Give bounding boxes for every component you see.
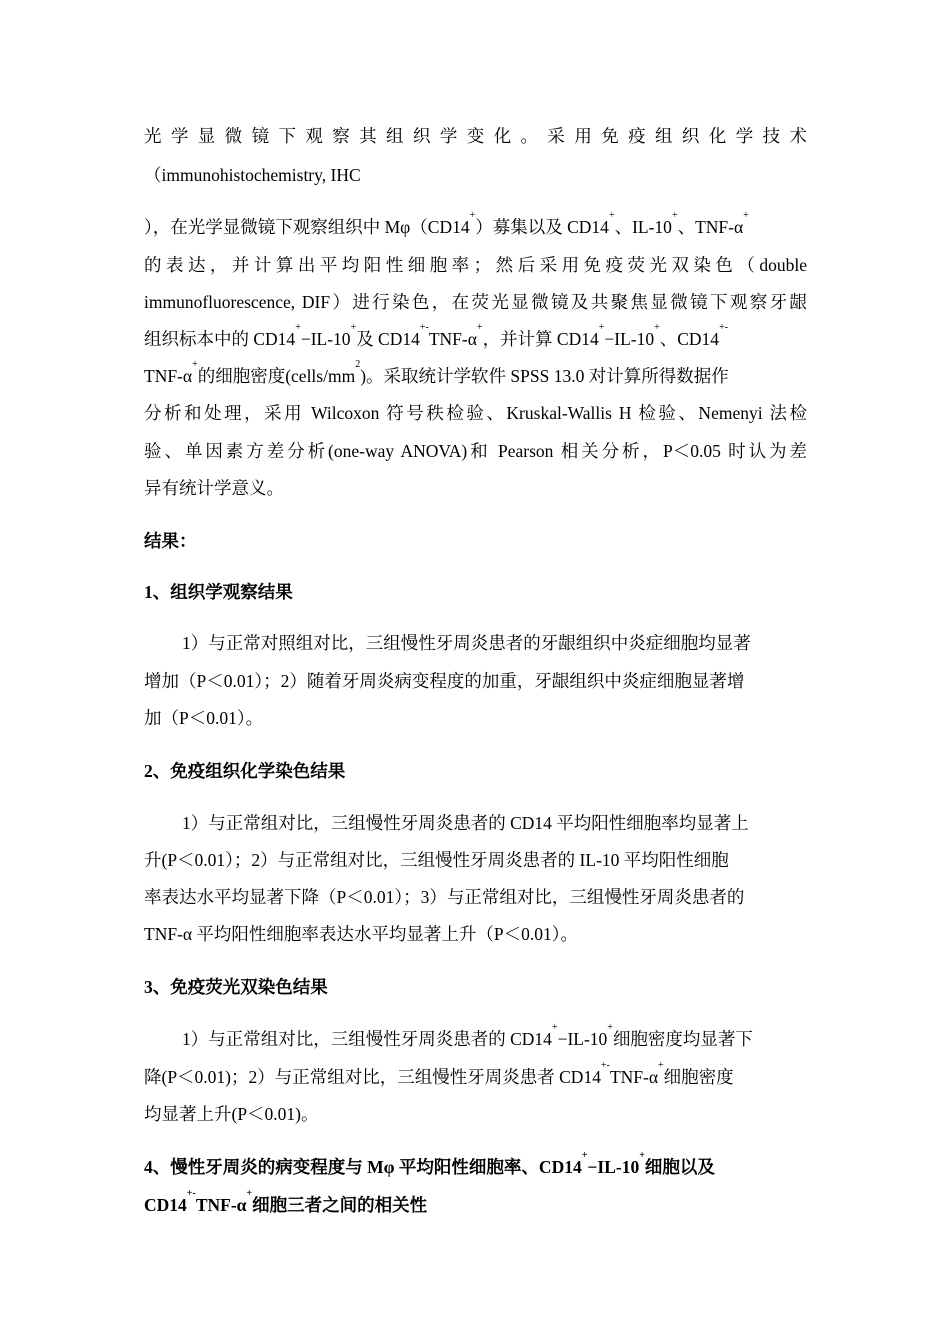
section-3-line-2: 降(P＜0.01)；2）与正常组对比，三组慢性牙周炎患者 CD14+-TNF-α+细胞密度 [144,1060,734,1087]
section-2-heading: 2、免疫组织化学染色结果 [144,761,346,781]
section-1-line-2: 增加（P＜0.01）；2）随着牙周炎病变程度的加重，牙龈组织中炎症细胞显著增 [144,671,745,691]
section-3-line-1: 1）与正常组对比，三组慢性牙周炎患者的 CD14+−IL-10+细胞密度均显著下 [182,1022,753,1049]
methods-line-4: 的表达，并计算出平均阳性细胞率；然后采用免疫荧光双染色（double [144,255,807,275]
section-3-heading: 3、免疫荧光双染色结果 [144,977,328,997]
section-4-heading-line-1: 4、慢性牙周炎的病变程度与 Mφ 平均阳性细胞率、CD14+−IL-10+细胞以及 [144,1150,715,1177]
section-1-heading: 1、组织学观察结果 [144,582,293,602]
methods-line-9: 验、单因素方差分析(one-way ANOVA)和 Pearson 相关分析，P＜0.05 时认为差 [144,441,807,461]
section-4-heading-line-2: CD14+-TNF-α+细胞三者之间的相关性 [144,1188,428,1215]
section-2-line-3: 率表达水平均显著下降（P＜0.01）；3）与正常组对比，三组慢性牙周炎患者的 [144,887,745,907]
methods-line-3: ），在光学显微镜下观察组织中 Mφ（CD14+）募集以及 CD14+、IL-10+、TNF-α+ [144,210,749,237]
methods-line-6: 组织标本中的 CD14+−IL-10+及 CD14+-TNF-α+，并计算 CD14+−IL-10+、CD14+- [144,322,729,349]
section-1-line-3: 加（P＜0.01）。 [144,708,264,728]
section-3-line-3: 均显著上升(P＜0.01)。 [144,1104,319,1124]
methods-line-1: 光学显微镜下观察其组织学变化。采用免疫组织化学技术 [144,126,807,146]
methods-line-8: 分析和处理，采用 Wilcoxon 符号秩检验、Kruskal-Wallis H 检验、Nemenyi 法检 [144,403,807,423]
methods-line-5: immunofluorescence, DIF）进行染色，在荧光显微镜及共聚焦显微镜下观察牙龈 [144,292,807,312]
methods-line-10: 异有统计学意义。 [144,478,284,498]
section-2-line-2: 升(P＜0.01）；2）与正常组对比，三组慢性牙周炎患者的 IL-10 平均阳性细胞 [144,850,729,870]
section-2-line-4: TNF-α 平均阳性细胞率表达水平均显著上升（P＜0.01）。 [144,924,579,944]
methods-line-2: （immunohistochemistry, IHC [144,165,361,185]
section-1-line-1: 1）与正常对照组对比，三组慢性牙周炎患者的牙龈组织中炎症细胞均显著 [182,633,751,653]
methods-line-7: TNF-α+的细胞密度$(cells/mm^2)$。采取统计学软件 SPSS 13.0 对计算所得数据作 [144,359,729,386]
section-2-line-1: 1）与正常组对比，三组慢性牙周炎患者的 CD14 平均阳性细胞率均显著上 [182,813,749,833]
results-heading: 结果： [144,531,197,551]
